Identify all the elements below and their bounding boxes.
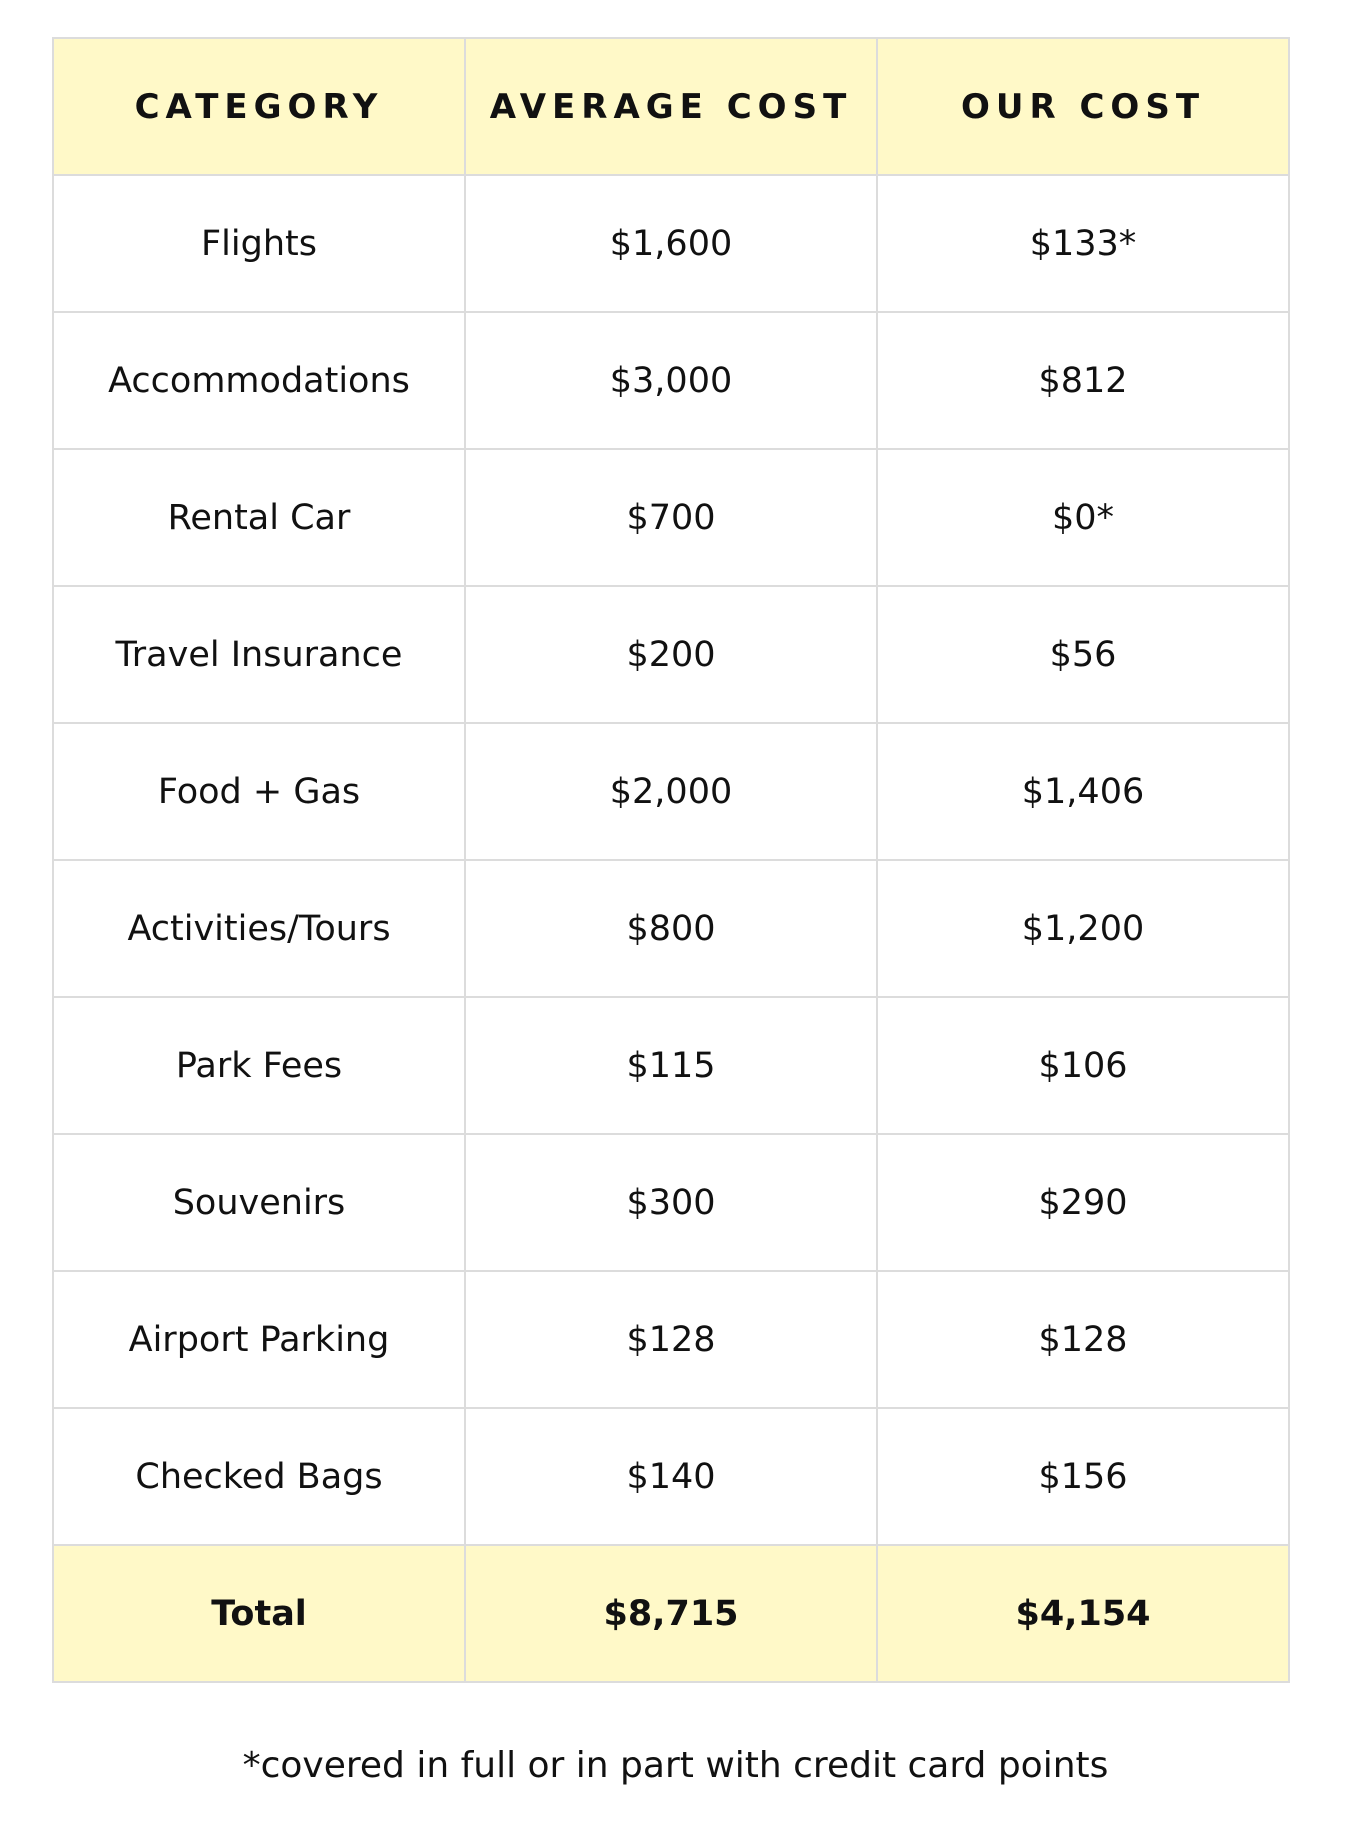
- category-cell: Checked Bags: [53, 1408, 465, 1545]
- header-average-cost: AVERAGE COST: [465, 38, 877, 175]
- table-row: [53, 723, 1289, 860]
- category-cell: Airport Parking: [53, 1271, 465, 1408]
- average-cost-cell: $800: [465, 860, 877, 997]
- table-row: [53, 312, 1289, 449]
- table-row: [53, 449, 1289, 586]
- average-cost-cell: $300: [465, 1134, 877, 1271]
- header-row: [53, 38, 1289, 175]
- total-average-cost: $8,715: [465, 1545, 877, 1682]
- our-cost-cell: $156: [877, 1408, 1289, 1545]
- category-cell: Park Fees: [53, 997, 465, 1134]
- table-row: [53, 1134, 1289, 1271]
- our-cost-cell: $812: [877, 312, 1289, 449]
- average-cost-cell: $1,600: [465, 175, 877, 312]
- our-cost-cell: $133*: [877, 175, 1289, 312]
- category-cell: Souvenirs: [53, 1134, 465, 1271]
- total-our-cost: $4,154: [877, 1545, 1289, 1682]
- category-cell: Rental Car: [53, 449, 465, 586]
- average-cost-cell: $3,000: [465, 312, 877, 449]
- category-cell: Accommodations: [53, 312, 465, 449]
- average-cost-cell: $128: [465, 1271, 877, 1408]
- average-cost-cell: $115: [465, 997, 877, 1134]
- category-cell: Food + Gas: [53, 723, 465, 860]
- category-cell: Flights: [53, 175, 465, 312]
- our-cost-cell: $106: [877, 997, 1289, 1134]
- table-row: [53, 586, 1289, 723]
- table-body: [53, 175, 1289, 1682]
- table-row: [53, 1271, 1289, 1408]
- average-cost-cell: $2,000: [465, 723, 877, 860]
- table-header: [53, 38, 1289, 175]
- header-our-cost: OUR COST: [877, 38, 1289, 175]
- total-label: Total: [53, 1545, 465, 1682]
- table-row: [53, 860, 1289, 997]
- our-cost-cell: $290: [877, 1134, 1289, 1271]
- category-cell: Activities/Tours: [53, 860, 465, 997]
- table-row: [53, 175, 1289, 312]
- table-row: [53, 1408, 1289, 1545]
- our-cost-cell: $1,406: [877, 723, 1289, 860]
- average-cost-cell: $200: [465, 586, 877, 723]
- total-row: [53, 1545, 1289, 1682]
- our-cost-cell: $56: [877, 586, 1289, 723]
- our-cost-cell: $1,200: [877, 860, 1289, 997]
- our-cost-cell: $0*: [877, 449, 1289, 586]
- category-cell: Travel Insurance: [53, 586, 465, 723]
- average-cost-cell: $140: [465, 1408, 877, 1545]
- our-cost-cell: $128: [877, 1271, 1289, 1408]
- table-row: [53, 997, 1289, 1134]
- average-cost-cell: $700: [465, 449, 877, 586]
- header-category: CATEGORY: [53, 38, 465, 175]
- cost-comparison-table: [52, 37, 1290, 1683]
- footnote: *covered in full or in part with credit card points: [242, 1745, 1109, 1786]
